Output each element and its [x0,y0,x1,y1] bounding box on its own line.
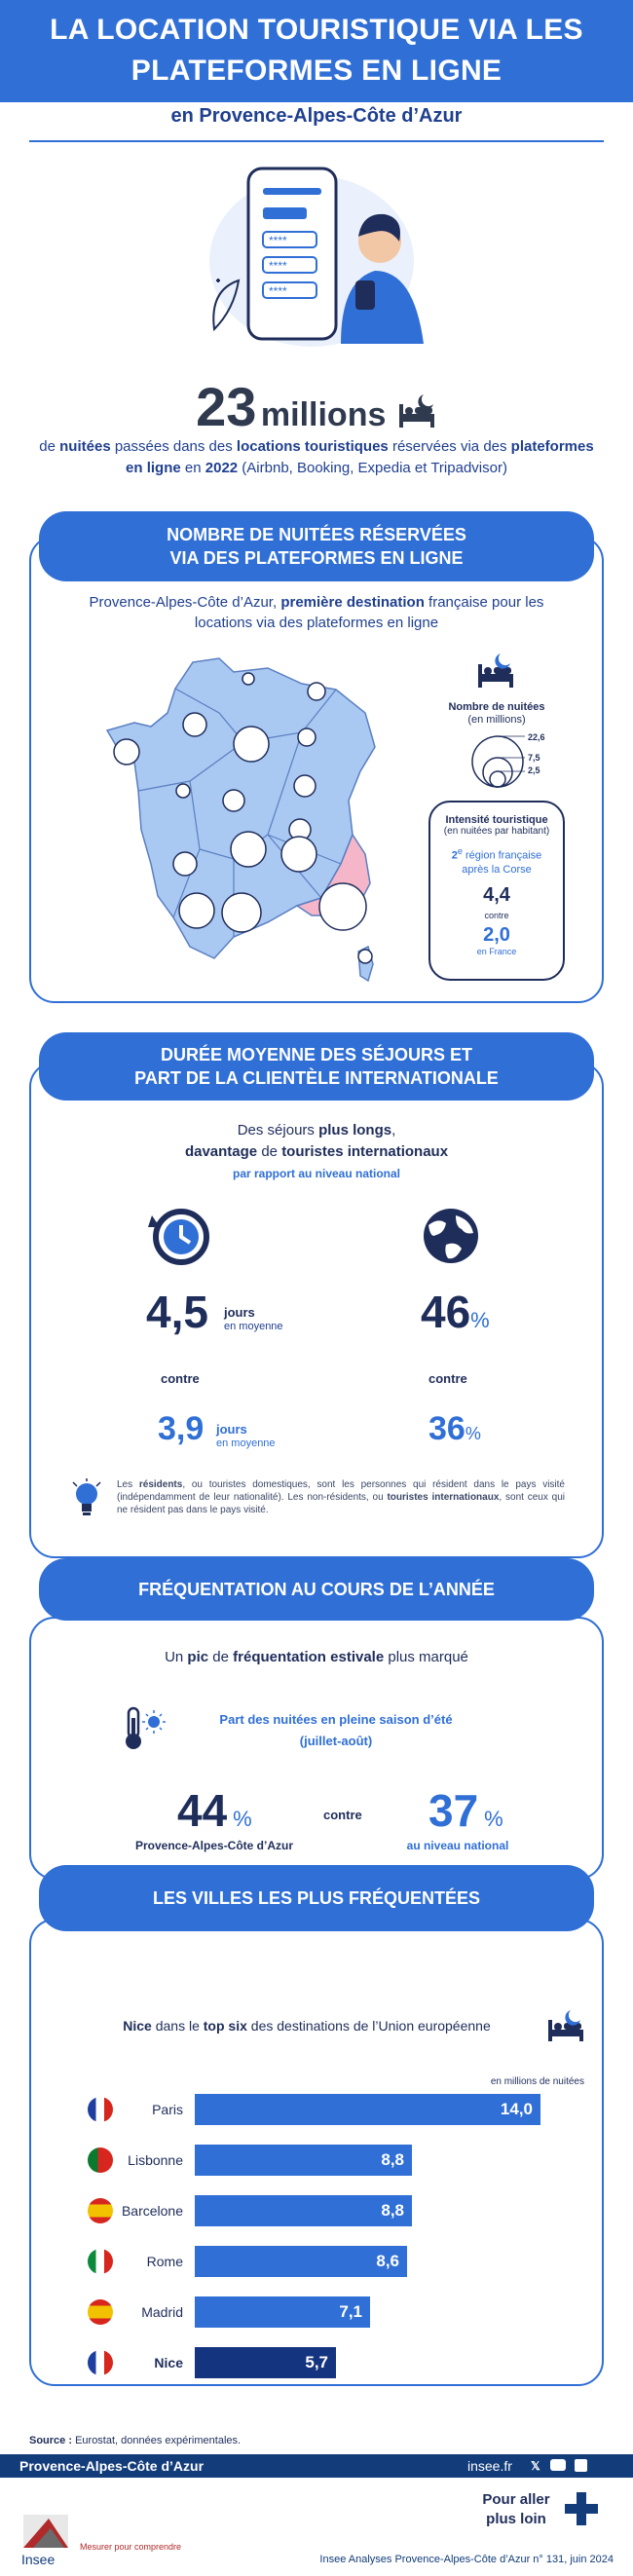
bar-label-rome: Rome [146,2254,183,2269]
plus-icon[interactable] [563,2490,600,2527]
insee-logo-icon [21,2513,70,2550]
legend-title: Nombre de nuitées [448,701,545,713]
bar-label-nice: Nice [154,2355,183,2371]
bar-label-lisbonne: Lisbonne [128,2152,183,2168]
intensity-france-label: en France [476,946,517,956]
section-cities-lead: Nice dans le top six des destinations de l’Union européenne [123,2018,491,2034]
bar-lisbonne: 8,8 [195,2145,412,2176]
intensity-value: 4,4 [483,883,510,906]
phone-user-illustration [195,164,438,349]
lightbulb-icon [70,1478,103,1521]
section-nights-title: NOMBRE DE NUITÉES RÉSERVÉES VIA DES PLATEFORMES EN LIGNE [39,511,594,581]
bar-paris: 14,0 [195,2094,540,2125]
more-info-link[interactable]: Pour aller plus loin [482,2491,550,2527]
residents-note: Les résidents, ou touristes domestiques, sont les personnes qui résident dans le pays visité (indépendamment de leur nationalité). Les non-résidents, ou touristes internationaux, sont ceux qui ne résident pas dans le pays visité. [117,1479,566,1515]
bubble-size-legend [470,732,529,791]
intensity-box [428,801,565,981]
publication-reference: Insee Analyses Provence-Alpes-Côte d’Azur n° 131, juin 2024 [319,2554,614,2565]
summer-share-subtitle: Part des nuitées en pleine saison d’été (juillet-août) [219,1712,453,1748]
section-duration-title: DURÉE MOYENNE DES SÉJOURS ET PART DE LA CLIENTÈLE INTERNATIONALE [39,1032,594,1101]
thermometer-sun-icon [123,1704,168,1753]
insee-tagline: Mesurer pour comprendre [80,2542,182,2552]
bed-icon [396,392,437,429]
youtube-icon[interactable] [550,2459,566,2471]
bar-label-madrid: Madrid [141,2304,183,2320]
intl-value: 46% [421,1287,490,1337]
linkedin-icon[interactable] [575,2459,587,2472]
bar-label-barcelone: Barcelone [121,2203,183,2219]
section-nights-lead: Provence-Alpes-Côte d’Azur, première destination française pour les locations via des plateformes en ligne [89,594,544,631]
intl-contre: contre [428,1371,467,1386]
stay-value: 4,5 [146,1287,208,1337]
total-nights-value: 23 [196,376,257,437]
page-title: LA LOCATION TOURISTIQUE VIA LES PLATEFORMES EN LIGNE [50,14,583,87]
section-frequency-lead: Un pic de fréquentation estivale plus marqué [165,1649,468,1665]
stay-sub: en moyenne [224,1321,283,1332]
intensity-france-value: 2,0 [483,923,510,946]
france-map [97,654,409,986]
legend-value-small: 2,5 [528,765,540,775]
summer-contre: contre [323,1808,362,1822]
stay-contre: contre [161,1371,200,1386]
cities-bar-chart [88,2094,594,2386]
stay-france-value: 3,9 [158,1410,205,1447]
footer-region-bar [0,2454,633,2478]
legend-value-medium: 7,5 [528,753,540,763]
region-summer-label: Provence-Alpes-Côte d’Azur [134,1839,294,1852]
subtitle-divider [29,140,604,142]
legend-value-large: 22,6 [528,732,545,742]
clock-icon [146,1206,214,1266]
bar-barcelone: 8,8 [195,2195,412,2226]
region-summer-value: 44 % [177,1785,252,1836]
section-duration-lead: Des séjours plus longs, davantage de touristes internationaux par rapport au niveau national [184,1122,449,1180]
bed-legend-icon [475,651,518,690]
footer-region: Provence-Alpes-Côte d’Azur [19,2458,205,2474]
total-nights-figure [0,375,633,438]
intensity-title: Intensité touristique [445,814,548,826]
section-cities-title: LES VILLES LES PLUS FRÉQUENTÉES [39,1865,594,1931]
svg-text:****: **** [269,234,287,247]
section-frequency-title: FRÉQUENTATION AU COURS DE L’ANNÉE [39,1558,594,1621]
chart-unit-label: en millions de nuitées [490,2076,584,2087]
intensity-unit: (en nuitées par habitant) [443,826,550,837]
intensity-rank: 2e région française après la Corse [451,846,542,876]
globe-icon [417,1206,485,1266]
bar-label-paris: Paris [152,2102,183,2117]
stay-unit: jours [224,1305,255,1320]
bed-cities-icon [545,2008,586,2043]
insee-brand: Insee [21,2552,56,2567]
intl-france-value: 36% [428,1410,481,1447]
bar-nice: 5,7 [195,2347,336,2378]
legend-unit: (en millions) [467,714,526,726]
stay-france-sub: en moyenne [216,1437,276,1449]
bar-madrid: 7,1 [195,2296,370,2328]
total-nights-unit: millions [260,396,387,433]
svg-text:****: **** [269,284,287,298]
footer-site-link[interactable]: insee.fr [467,2458,512,2474]
page-header [0,0,633,102]
svg-text:****: **** [269,259,287,273]
page-subtitle: en Provence-Alpes-Côte d’Azur [170,105,463,127]
bar-rome: 8,6 [195,2246,407,2277]
national-summer-label: au niveau national [406,1839,509,1852]
intensity-contre: contre [484,910,509,920]
stay-france-unit: jours [216,1422,247,1437]
source-note: Source : Eurostat, données expérimentales. [29,2435,242,2446]
national-summer-value: 37 % [428,1785,503,1836]
intro-text: de nuitées passées dans des locations touristiques réservées via des plateformes en ligne en 2022 (Airbnb, Booking, Expedia et Tripadvisor) [39,438,594,476]
twitter-icon[interactable]: 𝕏 [531,2459,540,2473]
